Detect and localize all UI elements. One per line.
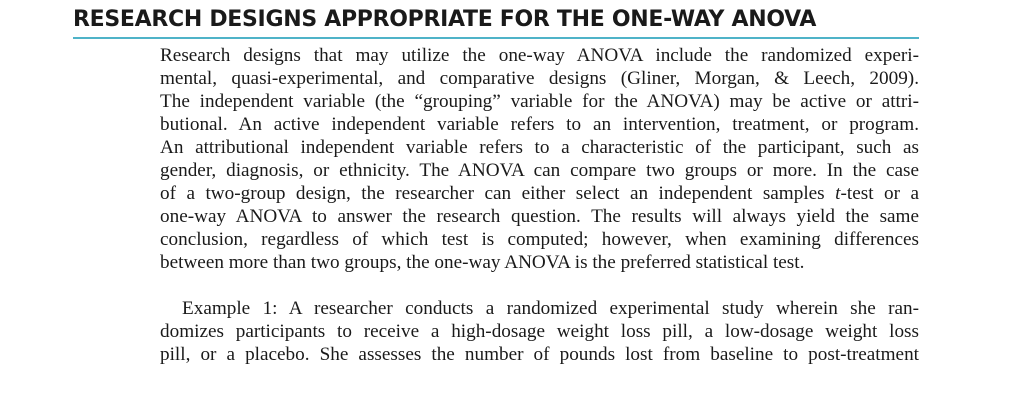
text-line: domizes participants to receive a high-dosage weight loss pill, a low-dosage weight loss — [160, 321, 919, 342]
text-line: mental, quasi-experimental, and comparative designs (Gliner, Morgan, & Leech, 2009). — [160, 68, 919, 89]
text-segment: -test or a — [840, 183, 919, 204]
text-line: gender, diagnosis, or ethnicity. The ANOVA can compare two groups or more. In the case — [160, 160, 919, 181]
heading-underline — [73, 37, 919, 39]
paragraph-gap — [160, 274, 919, 297]
body-text — [160, 44, 919, 366]
section-heading: RESEARCH DESIGNS APPROPRIATE FOR THE ONE-WAY ANOVA — [73, 7, 817, 32]
text-line: Research designs that may utilize the one-way ANOVA include the randomized experi- — [160, 45, 919, 66]
italic-term: t — [835, 183, 841, 204]
text-line: butional. An active independent variable refers to an intervention, treatment, or program. — [160, 114, 919, 135]
text-line: between more than two groups, the one-way ANOVA is the preferred statistical test. — [160, 252, 805, 273]
text-line: conclusion, regardless of which test is computed; however, when examining differences — [160, 229, 919, 250]
text-line: The independent variable (the “grouping” variable for the ANOVA) may be active or attri- — [160, 91, 919, 112]
text-line: pill, or a placebo. She assesses the number of pounds lost from baseline to post-treatment — [160, 344, 919, 365]
text-line: Example 1: A researcher conducts a randomized experimental study wherein she ran- — [182, 298, 919, 319]
text-line — [160, 182, 919, 205]
text-segment: of a two-group design, the researcher can either select an independent samples — [160, 183, 836, 204]
paragraph-designs — [160, 44, 919, 274]
paragraph-example-1 — [160, 297, 919, 366]
text-line: An attributional independent variable refers to a characteristic of the participant, such as — [160, 137, 919, 158]
text-line: one-way ANOVA to answer the research question. The results will always yield the same — [160, 206, 919, 227]
